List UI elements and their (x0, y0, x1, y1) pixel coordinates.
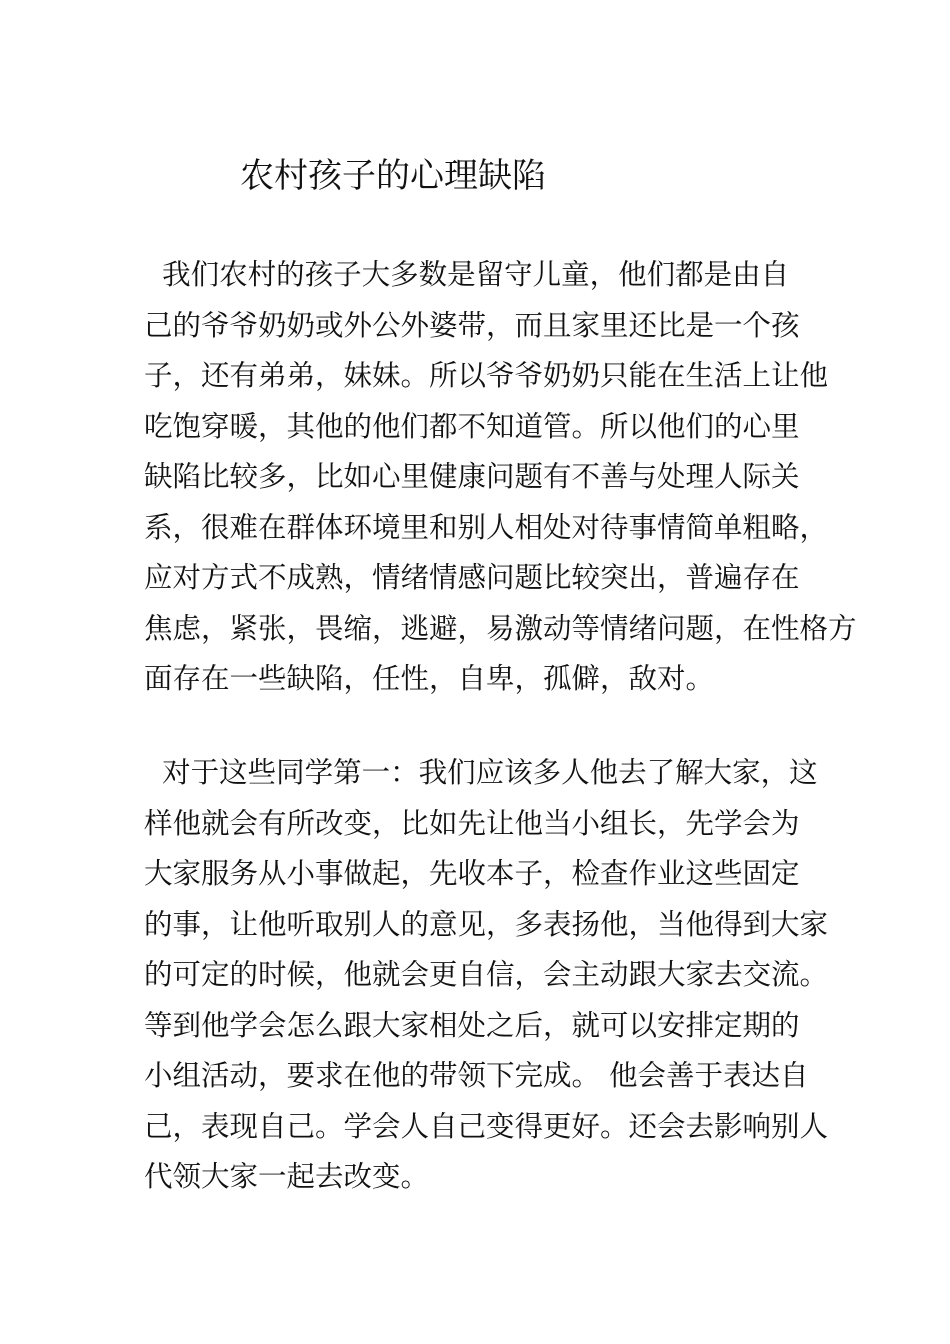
text-line: 吃饱穿暖，其他的他们都不知道管。所以他们的心里 (144, 409, 800, 443)
text-line: 缺陷比较多，比如心里健康问题有不善与处理人际关 (144, 460, 800, 493)
text-line: 样他就会有所改变，比如先让他当小组长，先学会为 (144, 806, 800, 840)
text-line: 己的爷爷奶奶或外公外婆带，而且家里还比是一个孩 (144, 308, 800, 342)
text-line: 的可定的时候，他就会更自信，会主动跟大家去交流。 (144, 958, 829, 991)
paragraph-1 (144, 250, 857, 705)
text-line: 面存在一些缺陷，任性，自卑，孤僻，敌对。 (144, 662, 715, 695)
paragraph-2 (144, 748, 834, 1203)
text-line: 子，还有弟弟，妹妹。所以爷爷奶奶只能在生活上让他 (144, 359, 829, 392)
text-line: 大家服务从小事做起，先收本子，检查作业这些固定 (144, 857, 800, 890)
text-line: 应对方式不成熟，情绪情感问题比较突出，普遍存在 (144, 561, 800, 594)
text-line: 焦虑，紧张，畏缩，逃避，易激动等情绪问题，在性格方 (144, 611, 857, 645)
text-line: 的事，让他听取别人的意见，多表扬他，当他得到大家 (144, 907, 829, 941)
text-line: 等到他学会怎么跟大家相处之后，就可以安排定期的 (144, 1008, 800, 1042)
document-title: 农村孩子的心理缺陷 (240, 156, 546, 196)
text-line: 小组活动，要求在他的带领下完成。 他会善于表达自 (144, 1059, 809, 1092)
text-line: 系，很难在群体环境里和别人相处对待事情简单粗略， (144, 510, 829, 544)
text-line: 对于这些同学第一：我们应该多人他去了解大家，这 (144, 756, 818, 789)
text-line: 代领大家一起去改变。 (144, 1160, 430, 1193)
text-line: 己，表现自己。学会人自己变得更好。还会去影响别人 (144, 1109, 829, 1143)
text-line: 我们农村的孩子大多数是留守儿童，他们都是由自 (144, 258, 790, 291)
